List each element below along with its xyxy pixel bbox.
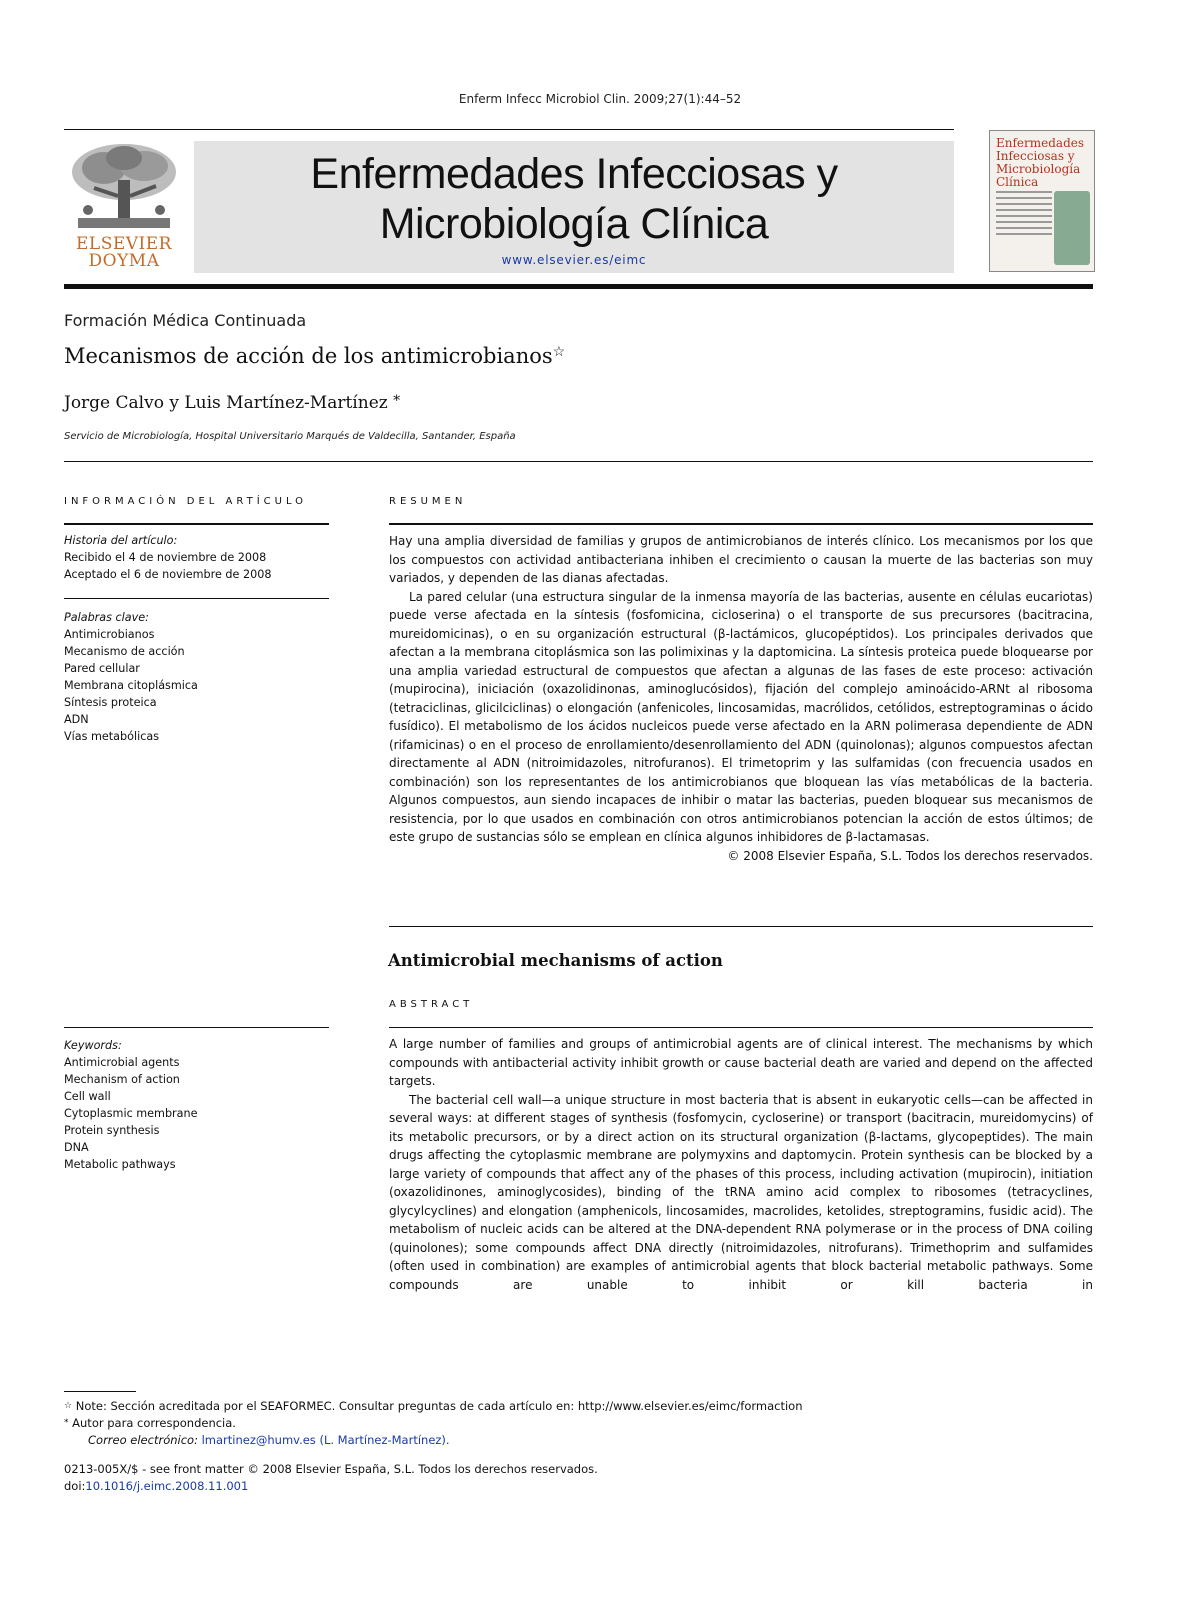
journal-title xyxy=(194,149,954,249)
keyword: ADN xyxy=(64,713,89,726)
cover-title: Enfermedades Infecciosas y Microbiología Clínica xyxy=(996,136,1085,189)
journal-title-line2: Microbiología Clínica xyxy=(379,200,769,248)
english-title: Antimicrobial mechanisms of action xyxy=(388,951,723,970)
keyword: Cell wall xyxy=(64,1090,111,1103)
keyword: Síntesis proteica xyxy=(64,696,157,709)
article-info-rule xyxy=(64,523,329,525)
keywords-en xyxy=(64,1037,329,1173)
en-keywords-rule xyxy=(64,1027,329,1028)
note-mark: ☆ xyxy=(64,1401,73,1411)
keyword: Protein synthesis xyxy=(64,1124,160,1137)
footnotes xyxy=(64,1398,1093,1495)
resumen-heading: RESUMEN xyxy=(389,496,467,507)
cover-text-lines xyxy=(996,191,1052,239)
resumen-paragraph: Hay una amplia diversidad de familias y grupos de antimicrobianos de interés clínico. Los mecanismos por los que los compuestos con actividad antibacteriana inhiben el crecimiento o causan la muerte de las bacterias son muy variados, y dependen de las dianas afectadas. xyxy=(389,534,1093,585)
affiliation: Servicio de Microbiología, Hospital Universitario Marqués de Valdecilla, Santander, España xyxy=(64,431,516,442)
author-note-text: Autor para correspondencia. xyxy=(72,1416,236,1430)
keyword: Membrana citoplásmica xyxy=(64,679,198,692)
doi-link[interactable]: 10.1016/j.eimc.2008.11.001 xyxy=(85,1479,249,1493)
authors xyxy=(64,393,400,413)
header-rule-top xyxy=(64,129,954,130)
keyword: Cytoplasmic membrane xyxy=(64,1107,198,1120)
email-link[interactable]: lmartinez@humv.es xyxy=(201,1433,316,1447)
corresponding-author-mark[interactable]: * xyxy=(393,393,401,409)
keyword: Metabolic pathways xyxy=(64,1158,176,1171)
keyword: Mechanism of action xyxy=(64,1073,180,1086)
author-names: Jorge Calvo y Luis Martínez-Martínez xyxy=(64,393,388,413)
author-footnote-mark: * xyxy=(64,1418,69,1428)
email-name: (L. Martínez-Martínez). xyxy=(319,1433,450,1447)
abstract-heading: ABSTRACT xyxy=(389,999,474,1010)
resumen-end-rule xyxy=(389,926,1093,927)
keyword: Vías metabólicas xyxy=(64,730,160,743)
journal-citation: Enferm Infecc Microbiol Clin. 2009;27(1):44–52 xyxy=(458,92,742,106)
doi-line xyxy=(64,1478,1093,1495)
issn-line: 0213-005X/$ - see front matter © 2008 Elsevier España, S.L. Todos los derechos reservados. xyxy=(64,1462,598,1476)
keyword: Antimicrobial agents xyxy=(64,1056,180,1069)
journal-cover-thumbnail xyxy=(989,130,1095,272)
abstract-paragraph: The bacterial cell wall—a unique structure in most bacteria that is absent in eukaryotic cells—can be affected in several ways: at different stages of synthesis (fosfomycin, cycloserine) or transport (bacitracin, mureidomycins) of its metabolic precursors, or by a direct action on its structural organization (β-lactams, glycopeptides). The main drugs affecting the cytoplasmic membrane are polymyxins and daptomycin. Protein synthesis can be blocked by a large variety of compounds that affect any of the phases of this process, including activation (mupirocin), initiation (oxazolidinones, aminoglycosides), binding of the tRNA amino acid complex to ribosomes (tetracyclines, glycylcyclines) and elongation (amphenicols, lincosamides, macrolides, ketolides, streptogramins, fusidic acid). The metabolism of nucleic acids can be altered at the DNA-dependent RNA polymerase or in the process of DNA coiling (quinolones); some compounds affect DNA directly (nitroimidazoles, nitrofurans). Trimethoprim and sulfamides (often used in combination) are examples of antimicrobial agents that block bacterial metabolic pathways. Some compounds are unable to inhibit or kill bacteria in xyxy=(389,1092,1093,1292)
journal-title-line1: Enfermedades Infecciosas y xyxy=(310,150,838,198)
article-info-heading: INFORMACIÓN DEL ARTÍCULO xyxy=(64,496,308,507)
frontmatter-rule xyxy=(64,461,1093,462)
received-date: Recibido el 4 de noviembre de 2008 xyxy=(64,551,267,564)
note-text: Note: Sección acreditada por el SEAFORMEC. Consultar preguntas de cada artículo en: http://www.elsevier.es/eimc/formaction xyxy=(75,1399,803,1413)
footnote-note xyxy=(64,1398,1093,1415)
history-rule xyxy=(64,598,329,599)
keyword: Antimicrobianos xyxy=(64,628,155,641)
history-label: Historia del artículo: xyxy=(64,534,178,547)
tree-logo-icon xyxy=(64,140,184,232)
doi-label: doi: xyxy=(64,1479,86,1493)
header-rule-thick xyxy=(64,284,1093,289)
resumen-copyright: © 2008 Elsevier España, S.L. Todos los derechos reservados. xyxy=(727,848,1093,863)
abstract-rule xyxy=(389,1027,1093,1028)
footnote-email xyxy=(64,1432,1093,1449)
publisher-logo xyxy=(64,140,184,272)
resumen-paragraph: La pared celular (una estructura singular de la inmensa mayoría de las bacterias, ausente en células eucariotas) puede verse afectada en la síntesis (fosfomicina, cicloserina) o el transporte de sus precursores (bacitracina, mureidomicinas), o en su organización estructural (β-lactámicos, glucopéptidos). Los principales derivados que afectan a la membrana citoplásmica son las polimixinas y la daptomicina. La síntesis proteica puede bloquearse por una amplia variedad estructural de compuestos que afectan a algunas de las fases de este proceso: activación (mupirocina), iniciación (oxazolidinonas, aminoglucósidos), fijación del complejo aminoácido-ARNt al ribosoma (tetraciclinas, glicilciclinas) o elongación (anfenicoles, lincosamidas, macrólidos, cetólidos, estreptograminas o ácido fusídico). El metabolismo de los ácidos nucleicos puede verse afectado en la ARN polimerasa dependiente de ADN (rifamicinas) o en el proceso de enrollamiento/desenrollamiento del ADN (quinolonas); algunos compuestos afectan directamente al ADN (nitroimidazoles, nitrofuranos). El trimetoprim y las sulfamidas (con frecuencia usados en combinación) son los representantes de los antimicrobianos que bloquean las vías metabólicas de la bacteria. Algunos compuestos, aun siendo incapaces de inhibir o matar las bacterias, pueden bloquear sus mecanismos de resistencia, por lo que usados en combinación con otros antimicrobianos potencian la acción de estos últimos; de este grupo de sustancias sólo se emplean en clínica algunos inhibidores de β-lactamasas. xyxy=(389,589,1093,844)
journal-url-link[interactable]: www.elsevier.es/eimc xyxy=(501,253,647,267)
email-label: Correo electrónico: xyxy=(88,1433,198,1447)
journal-banner xyxy=(194,141,954,273)
keywords-es xyxy=(64,609,329,745)
section-label: Formación Médica Continuada xyxy=(64,311,307,330)
keywords-label: Palabras clave: xyxy=(64,611,149,624)
footnote-rule xyxy=(64,1391,136,1392)
resumen-body xyxy=(389,532,1093,865)
abstract-paragraph: A large number of families and groups of antimicrobial agents are of clinical interest. The mechanisms by which compounds with antibacterial activity inhibit growth or cause bacterial death are varied and depend on the affected targets. xyxy=(389,1037,1093,1088)
keyword: Mecanismo de acción xyxy=(64,645,185,658)
cover-art xyxy=(1054,191,1090,265)
keyword: DNA xyxy=(64,1141,89,1154)
publisher-name: ELSEVIER xyxy=(76,234,172,254)
title-footnote-mark[interactable]: ☆ xyxy=(552,344,566,360)
article-title xyxy=(64,344,565,368)
footnote-author xyxy=(64,1415,1093,1432)
accepted-date: Aceptado el 6 de noviembre de 2008 xyxy=(64,568,272,581)
keyword: Pared cellular xyxy=(64,662,140,675)
abstract-body xyxy=(389,1035,1093,1294)
publisher-imprint: DOYMA xyxy=(88,251,160,271)
article-title-text: Mecanismos de acción de los antimicrobianos xyxy=(64,344,553,368)
resumen-rule xyxy=(389,523,1093,525)
article-history xyxy=(64,532,329,583)
en-keywords-label: Keywords: xyxy=(64,1039,122,1052)
